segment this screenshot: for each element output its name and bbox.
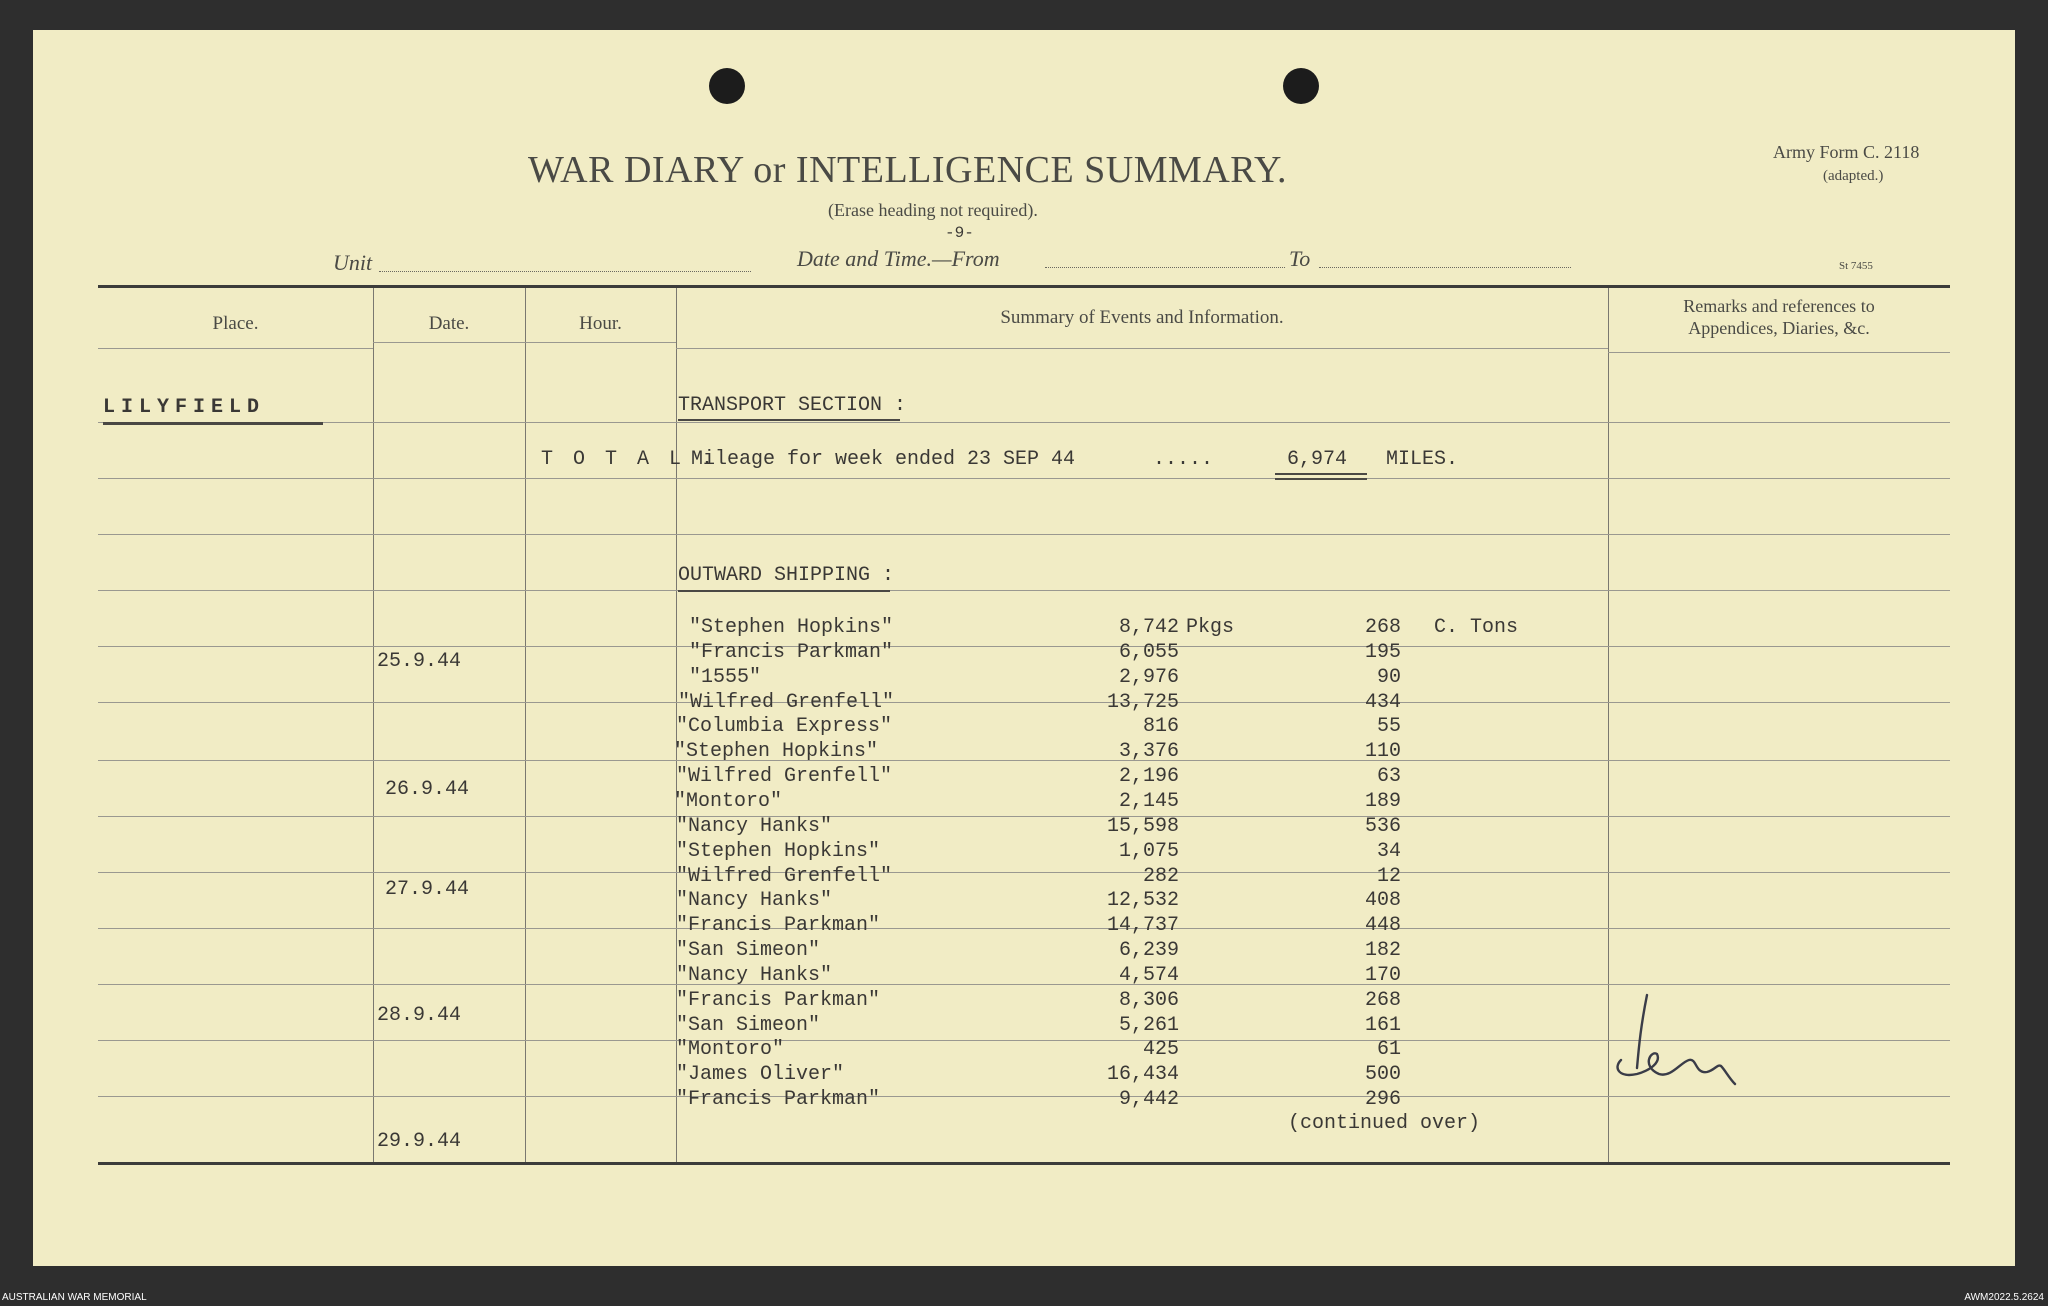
- to-blank: [1319, 266, 1571, 268]
- ship-tons: 536: [1364, 814, 1401, 838]
- ship-packages: 1,075: [1118, 839, 1179, 863]
- outward-shipping-heading: OUTWARD SHIPPING :: [678, 564, 895, 587]
- stock-number: St 7455: [1839, 260, 1873, 272]
- ruled-line: [98, 984, 1950, 985]
- ship-packages: 8,742: [1118, 616, 1179, 639]
- ship-tons: 268: [1364, 616, 1401, 639]
- mileage-double-underline-1: [1275, 473, 1367, 475]
- ruled-line: [98, 760, 1950, 761]
- continued-note: (continued over): [1288, 1112, 1481, 1135]
- ship-name: "Francis Parkman": [676, 914, 881, 938]
- mileage-double-underline-2: [1275, 478, 1367, 480]
- ship-packages: 9,442: [1118, 1088, 1179, 1112]
- mileage-dots: .....: [1153, 448, 1214, 471]
- ship-tons: 55: [1376, 715, 1401, 739]
- mileage-value: 6,974: [1287, 448, 1348, 471]
- form-subtitle: (Erase heading not required).: [828, 200, 1038, 220]
- ship-tons: 110: [1364, 740, 1401, 764]
- ship-name: "Stephen Hopkins": [676, 839, 881, 863]
- ship-name: "Montoro": [676, 1038, 785, 1062]
- unit-label: Unit: [333, 250, 373, 275]
- ruled-line: [373, 342, 525, 343]
- ship-tons: 161: [1364, 1013, 1401, 1037]
- ship-name: "Montoro": [674, 789, 783, 813]
- ship-packages: 282: [1142, 864, 1179, 888]
- mileage-unit: MILES.: [1386, 448, 1459, 471]
- army-form-adapted: (adapted.): [1823, 168, 1884, 184]
- ship-packages: 6,239: [1118, 939, 1179, 963]
- divider-place-date: [373, 288, 374, 1162]
- ship-tons: 12: [1376, 864, 1401, 888]
- ruled-line: [98, 590, 1950, 591]
- packages-unit: Pkgs: [1186, 616, 1235, 639]
- footer-reference: AWM2022.5.2624: [1964, 1292, 2044, 1303]
- ruled-line: [98, 646, 1950, 647]
- ship-name: "Wilfred Grenfell": [676, 765, 893, 789]
- punch-hole-right: [1283, 68, 1319, 104]
- ship-packages: 15,598: [1106, 814, 1179, 838]
- entry-date: 27.9.44: [385, 878, 470, 901]
- date-time-from-label: Date and Time.—From: [797, 246, 1000, 271]
- ship-packages: 5,261: [1118, 1013, 1179, 1037]
- ruled-line: [98, 816, 1950, 817]
- column-header-remarks-line2: Appendices, Diaries, &c.: [1688, 318, 1870, 338]
- ship-tons: 195: [1364, 640, 1401, 664]
- ship-tons: 61: [1376, 1038, 1401, 1062]
- ship-name: "San Simeon": [676, 939, 821, 963]
- ship-packages: 16,434: [1106, 1063, 1179, 1087]
- ship-packages: 3,376: [1118, 740, 1179, 764]
- ruled-line: [525, 342, 676, 343]
- column-header-summary: Summary of Events and Information.: [1000, 307, 1284, 328]
- divider-summary-remarks: [1608, 288, 1609, 1162]
- shipping-heading-underline: [678, 590, 890, 592]
- ship-packages: 12,532: [1106, 889, 1179, 913]
- ship-packages: 4,574: [1118, 963, 1179, 987]
- transport-heading-underline: [678, 419, 900, 421]
- transport-section-heading: TRANSPORT SECTION :: [678, 394, 907, 417]
- footer-institution: AUSTRALIAN WAR MEMORIAL: [2, 1292, 147, 1303]
- to-label: To: [1289, 246, 1311, 271]
- ship-name: "Francis Parkman": [676, 1088, 881, 1112]
- column-header-place: Place.: [212, 313, 259, 334]
- ship-name: "San Simeon": [676, 1013, 821, 1037]
- ship-name: "Francis Parkman": [676, 988, 881, 1012]
- column-header-hour: Hour.: [579, 313, 622, 334]
- ship-name: "1555": [689, 665, 762, 689]
- ship-name: "Stephen Hopkins": [689, 616, 894, 639]
- ship-tons: 268: [1364, 988, 1401, 1012]
- table-bottom-border: [98, 1162, 1950, 1165]
- ship-name: "Nancy Hanks": [676, 963, 833, 987]
- total-label: T O T A L .: [541, 448, 718, 471]
- ship-packages: 2,976: [1118, 665, 1179, 689]
- place-underline: [103, 422, 323, 425]
- ship-tons: 90: [1376, 665, 1401, 689]
- ship-tons: 500: [1364, 1063, 1401, 1087]
- ship-tons: 408: [1364, 889, 1401, 913]
- mileage-description: Mileage for week ended 23 SEP 44: [691, 448, 1076, 471]
- ruled-line: [98, 702, 1950, 703]
- ship-packages: 14,737: [1106, 914, 1179, 938]
- army-form-number: Army Form C. 2118: [1773, 142, 1920, 162]
- divider-date-hour: [525, 288, 526, 1162]
- ship-tons: 434: [1364, 690, 1401, 714]
- ship-packages: 6,055: [1118, 640, 1179, 664]
- ship-tons: 296: [1364, 1088, 1401, 1112]
- ship-name: "James Oliver": [676, 1063, 845, 1087]
- ship-packages: 816: [1142, 715, 1179, 739]
- ruled-line: [676, 348, 1608, 349]
- entry-date: 26.9.44: [385, 778, 470, 801]
- ship-packages: 425: [1142, 1038, 1179, 1062]
- ship-name: "Stephen Hopkins": [674, 740, 879, 764]
- ship-tons: 182: [1364, 939, 1401, 963]
- ruled-line: [98, 928, 1950, 929]
- column-header-date: Date.: [428, 313, 470, 334]
- ship-packages: 13,725: [1106, 690, 1179, 714]
- place-name: LILYFIELD: [103, 396, 266, 419]
- ship-name: "Columbia Express": [676, 715, 893, 739]
- ship-name: "Wilfred Grenfell": [678, 690, 895, 714]
- ship-name: "Nancy Hanks": [676, 814, 833, 838]
- ruled-line: [98, 534, 1950, 535]
- entry-date: 28.9.44: [377, 1004, 462, 1027]
- page-number: -9-: [945, 224, 974, 242]
- ship-packages: 2,196: [1118, 765, 1179, 789]
- ship-name: "Wilfred Grenfell": [676, 864, 893, 888]
- tons-unit: C. Tons: [1434, 616, 1519, 639]
- ship-tons: 189: [1364, 789, 1401, 813]
- diary-page: [33, 30, 2015, 1266]
- from-blank: [1045, 266, 1285, 268]
- form-title: WAR DIARY or INTELLIGENCE SUMMARY.: [528, 149, 1288, 191]
- ruled-line: [98, 422, 1950, 423]
- ship-packages: 2,145: [1118, 789, 1179, 813]
- ruled-line: [1608, 352, 1950, 353]
- ship-tons: 63: [1376, 765, 1401, 789]
- entry-date: 25.9.44: [377, 650, 462, 673]
- ship-name: "Nancy Hanks": [676, 889, 833, 913]
- ruled-line: [98, 478, 1950, 479]
- ship-name: "Francis Parkman": [689, 640, 894, 664]
- unit-blank: [379, 270, 751, 272]
- ship-tons: 170: [1364, 963, 1401, 987]
- table-top-border: [98, 285, 1950, 288]
- ship-packages: 8,306: [1118, 988, 1179, 1012]
- ruled-line: [98, 348, 373, 349]
- entry-date: 29.9.44: [377, 1130, 462, 1153]
- punch-hole-left: [709, 68, 745, 104]
- ship-tons: 448: [1364, 914, 1401, 938]
- ship-tons: 34: [1376, 839, 1401, 863]
- officer-signature: [1611, 990, 1751, 1100]
- ruled-line: [98, 872, 1950, 873]
- column-header-remarks-line1: Remarks and references to: [1683, 296, 1875, 316]
